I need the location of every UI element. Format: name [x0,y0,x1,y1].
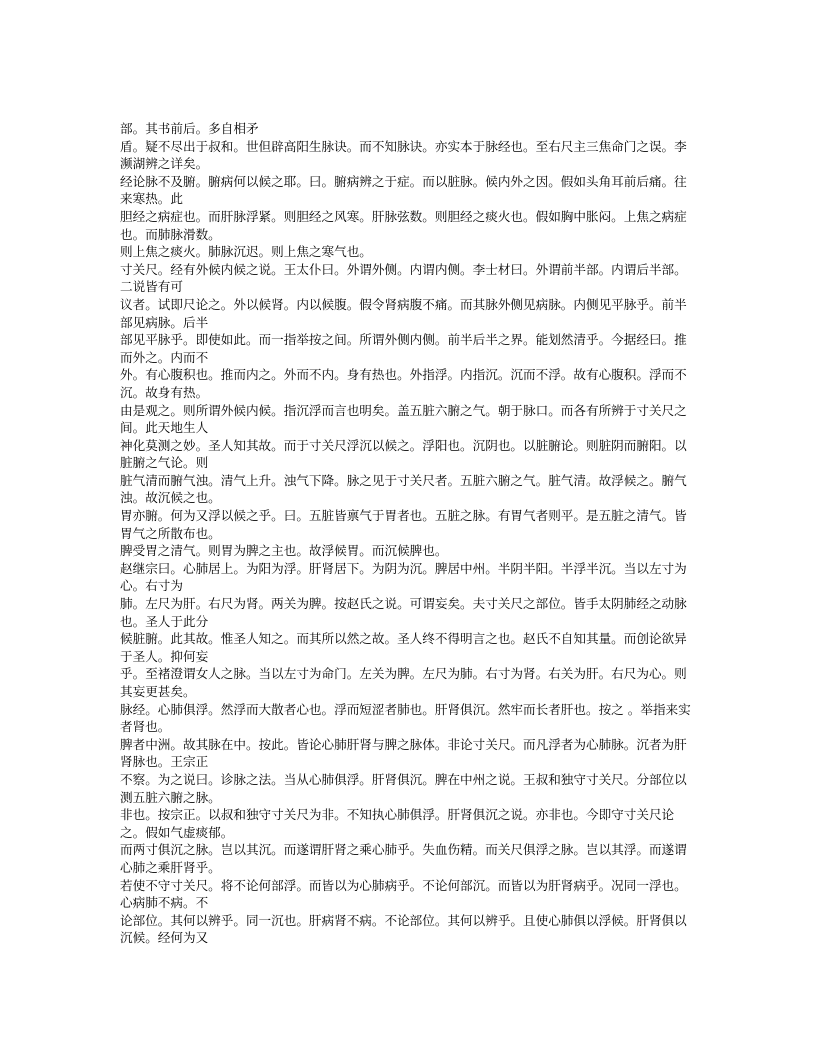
paragraph: 脉经。心肺俱浮。然浮而大散者心也。浮而短涩者肺也。肝肾俱沉。然牢而长者肝也。按之 。举指来实者肾也。 [120,701,691,735]
paragraph: 寸关尺。经有外候内候之说。王太仆曰。外谓外侧。内谓内侧。李士材曰。外谓前半部。内谓后半部。二说皆有可 [120,261,687,295]
paragraph: 经论脉不及腑。腑病何以候之耶。曰。腑病辨之于症。而以脏脉。候内外之因。假如头角耳前后痛。往来寒热。此 [120,173,687,207]
paragraph: 乎。至褚澄谓女人之脉。当以左寸为命门。左关为脾。左尺为肺。右寸为肾。右关为肝。右尺为心。则其妄更甚矣。 [120,666,687,699]
paragraph: 由是观之。则所谓外候内候。指沉浮而言也明矣。盖五脏六腑之气。朝于脉口。而各有所辨于寸关尺之间。此天地生人 [120,402,687,436]
paragraph: 脾者中洲。故其脉在中。按此。皆论心肺肝肾与脾之脉体。非论寸关尺。而凡浮者为心肺脉。沉者为肝肾脉也。王宗正 [120,736,687,770]
paragraph: 部见平脉乎。即使如此。而一指举按之间。所谓外侧内侧。前半后半之界。能划然清乎。今据经曰。推而外之。内而不 [120,332,687,365]
paragraph: 肺。左尺为肝。右尺为肾。两关为脾。按赵氏之说。可谓妄矣。夫寸关尺之部位。皆手太阴肺经之动脉也。圣人于此分 [120,596,687,629]
paragraph: 胆经之病症也。而肝脉浮紧。则胆经之风寒。肝脉弦数。则胆经之痰火也。假如胸中胀闷。上焦之病症也。而肺脉滑数。 [120,208,687,242]
paragraph: 非也。按宗正。以叔和独守寸关尺为非。不知执心肺俱浮。肝肾俱沉之说。亦非也。今即守寸关尺论之。假如气虚痰郁。 [120,807,675,840]
paragraph: 若使不守寸关尺。将不论何部浮。而皆以为心肺病乎。不论何部沉。而皆以为肝肾病乎。况同一浮也。心病肺不病。不 [120,877,687,911]
paragraph: 候脏腑。此其故。惟圣人知之。而其所以然之故。圣人终不得明言之也。赵氏不自知其量。而创论欲异于圣人。抑何妄 [120,631,687,664]
paragraph: 神化莫测之妙。圣人知其故。而于寸关尺浮沉以候之。浮阳也。沉阴也。以脏腑论。则脏阴而腑阳。以脏腑之气论。则 [120,437,687,471]
paragraph: 不察。为之说曰。诊脉之法。当从心肺俱浮。肝肾俱沉。脾在中州之说。王叔和独守寸关尺。分部位以测五脏六腑之脉。 [120,771,687,805]
paragraph: 议者。试即尺论之。外以候肾。内以候腹。假令肾病腹不痛。而其脉外侧见病脉。内侧见平脉乎。前半部见病脉。后半 [120,296,687,330]
paragraph: 盾。疑不尽出于叔和。世但辟高阳生脉诀。而不知脉诀。亦实本于脉经也。至右尺主三焦命门之误。李濒湖辨之详矣。 [120,138,687,172]
paragraph: 胃亦腑。何为又浮以候之乎。曰。五脏皆禀气于胃者也。五脏之脉。有胃气者则平。是五脏之清气。皆胃气之所散布也。 [120,508,687,541]
paragraph: 外。有心腹积也。推而内之。外而不内。身有热也。外指浮。内指沉。沉而不浮。故有心腹积。浮而不沉。故身有热。 [120,367,687,400]
paragraph: 则上焦之痰火。肺脉沉迟。则上焦之寒气也。 [120,244,372,260]
paragraph: 脏气清而腑气浊。清气上升。浊气下降。脉之见于寸关尺者。五脏六腑之气。脏气清。故浮候之。腑气浊。故沉候之也。 [120,472,687,506]
paragraph: 论部位。其何以辨乎。同一沉也。肝病肾不病。不论部位。其何以辨乎。且使心肺俱以浮候。肝肾俱以沉候。经何为又 [120,912,687,946]
paragraph: 而两寸俱沉之脉。岂以其沉。而遂谓肝肾之乘心肺乎。失血伤精。而关尺俱浮之脉。岂以其浮。而遂谓心肺之乘肝肾乎。 [120,842,687,875]
document-body [120,120,698,947]
paragraph: 部。其书前后。多自相矛 [120,121,259,136]
paragraph: 赵继宗曰。心肺居上。为阳为浮。肝肾居下。为阴为沉。脾居中州。半阴半阳。半浮半沉。当以左寸为心。右寸为 [120,560,687,594]
paragraph: 脾受胃之清气。则胃为脾之主也。故浮候胃。而沉候脾也。 [120,543,448,559]
